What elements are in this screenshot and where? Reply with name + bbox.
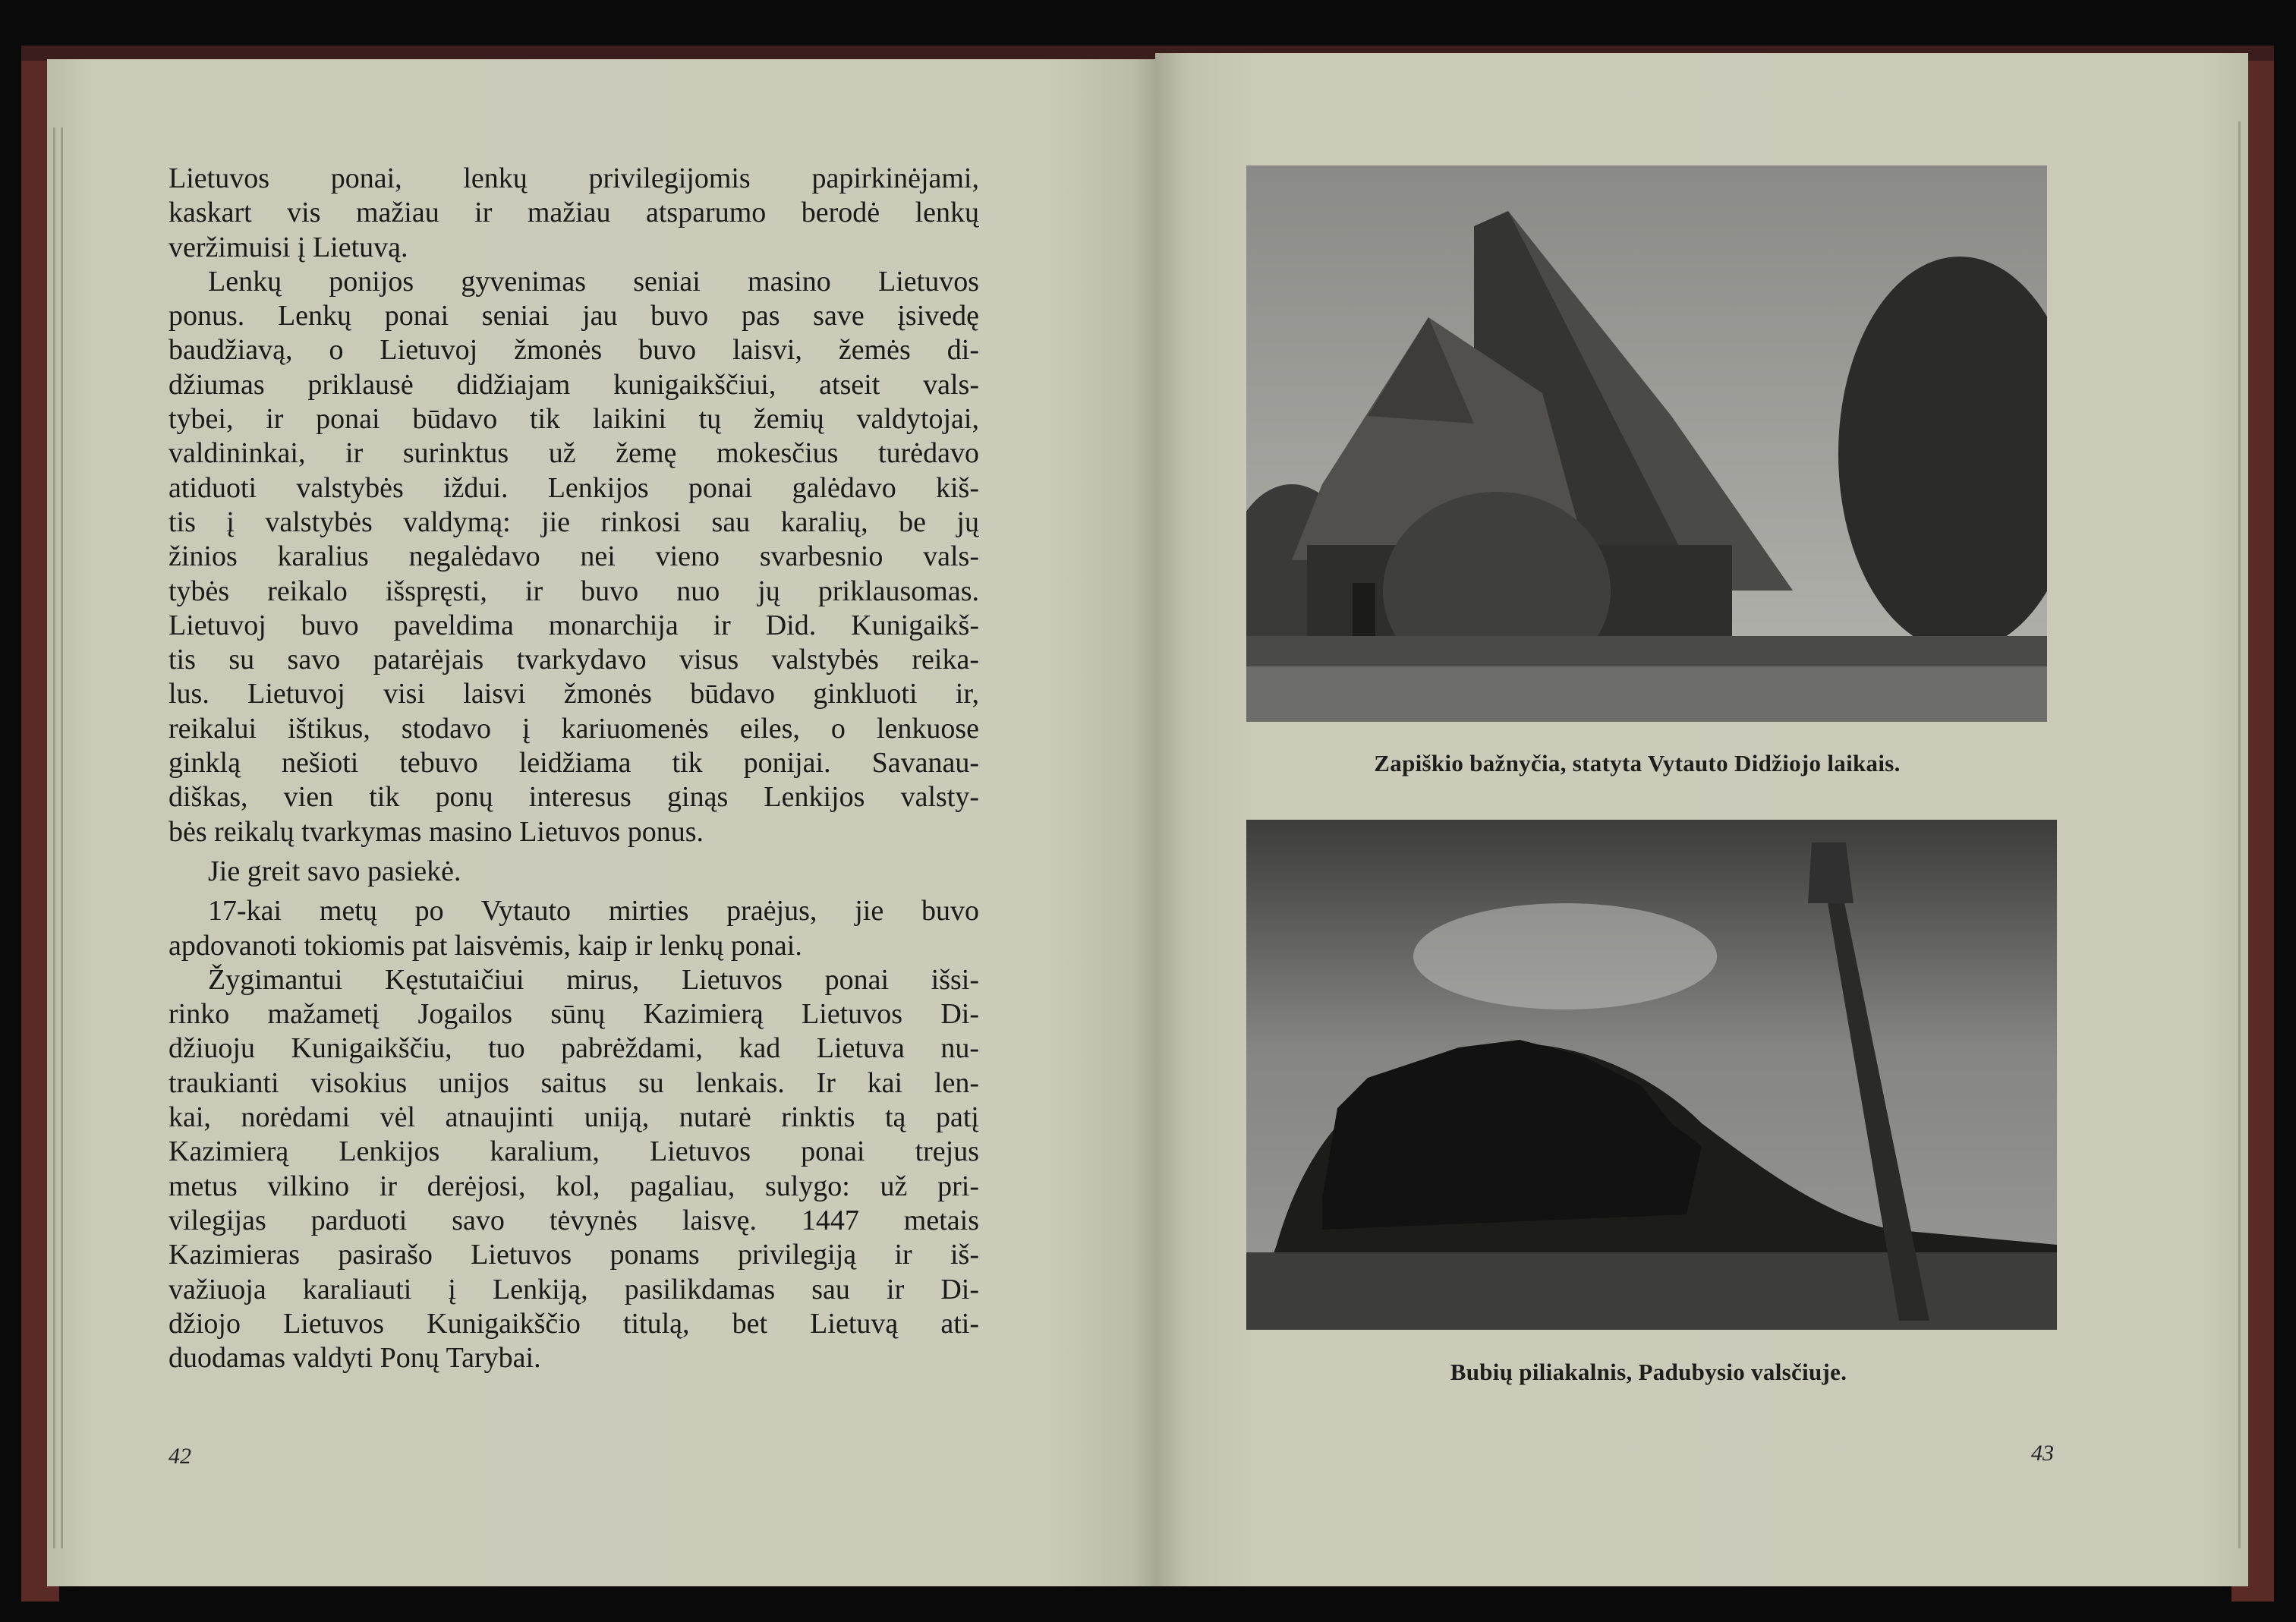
text-line: Lietuvos ponai, lenkų privilegijomis papirkinėjami, [168, 162, 979, 194]
text-line: Kazimierą Lenkijos karalium, Lietuvos ponai trejus [168, 1135, 979, 1168]
text-line: tis su savo patarėjais tvarkydavo visus valstybės reika- [168, 644, 979, 676]
text-line: tybės reikalo išspręsti, ir buvo nuo jų priklausomas. [168, 575, 979, 607]
page-edge [61, 128, 63, 1548]
church-photo-caption: Zapiškio bažnyčia, statyta Vytauto Didžiojo laikais. [1374, 750, 1901, 776]
text-line: vilegijas parduoti savo tėvynės laisvę. 1447 metais [168, 1204, 979, 1236]
text-line: tybei, ir ponai būdavo tik laikini tų žemių valdytojai, [168, 403, 979, 436]
body-text [168, 162, 979, 1375]
text-line: veržimuisi į Lietuvą. [168, 231, 408, 263]
text-line: Kazimieras pasirašo Lietuvos ponams privilegiją ir iš- [168, 1239, 979, 1271]
text-line: važiuoja karaliauti į Lenkiją, pasilikdamas sau ir Di- [168, 1273, 979, 1305]
text-line: traukianti visokius unijos saitus su lenkais. Ir kai len- [168, 1066, 979, 1099]
text-line: džiojo Lietuvos Kunigaikščio titulą, bet Lietuvą ati- [168, 1307, 979, 1340]
hillfort-photo [1246, 820, 2057, 1330]
text-line: duodamas valdyti Ponų Tarybai. [168, 1342, 541, 1375]
text-line: Lenkų ponijos gyvenimas seniai masino Lietuvos [208, 265, 979, 298]
text-line: kaskart vis mažiau ir mažiau atsparumo berodė lenkų [168, 197, 979, 229]
text-line: diškas, vien tik ponų interesus ginąs Lenkijos valsty- [168, 781, 979, 814]
text-line: džiumas priklausė didžiajam kunigaikščiui, atseit vals- [168, 368, 979, 401]
text-line: Jie greit savo pasiekė. [208, 855, 461, 887]
page-number-right: 43 [2031, 1441, 2054, 1466]
text-line: kai, norėdami vėl atnaujinti uniją, nutarė rinktis tą patį [168, 1101, 979, 1134]
text-line: lus. Lietuvoj visi laisvi žmonės būdavo ginkluoti ir, [168, 678, 979, 710]
text-line: ginklą nešioti tebuvo leidžiama tik ponijai. Savanau- [168, 747, 979, 780]
text-line: reikalui ištikus, stodavo į kariuomenės eiles, o lenkuose [168, 712, 979, 745]
church-photo [1246, 165, 2047, 722]
text-line: atiduoti valstybės iždui. Lenkijos ponai galėdavo kiš- [168, 471, 979, 504]
text-line: baudžiavą, o Lietuvoj žmonės buvo laisvi, žemės di- [168, 334, 979, 367]
text-line: 17-kai metų po Vytauto mirties praėjus, jie buvo [208, 895, 979, 928]
text-line: Lietuvoj buvo paveldima monarchija ir Did. Kunigaikš- [168, 609, 979, 641]
text-line: Žygimantui Kęstutaičiui mirus, Lietuvos ponai išsi- [208, 963, 979, 996]
text-line: apdovanoti tokiomis pat laisvėmis, kaip ir lenkų ponai. [168, 929, 802, 962]
text-line: metus vilkino ir derėjosi, kol, pagaliau, sulygo: už pri- [168, 1170, 979, 1202]
text-line: žinios karalius negalėdavo nei vieno svarbesnio vals- [168, 540, 979, 573]
page-edge [53, 128, 55, 1548]
page-edge [2238, 121, 2241, 1548]
page-number-left: 42 [168, 1444, 191, 1469]
text-line: bės reikalų tvarkymas masino Lietuvos ponus. [168, 815, 704, 848]
text-line: rinko mažametį Jogailos sūnų Kazimierą Lietuvos Di- [168, 998, 979, 1031]
text-line: džiuoju Kunigaikščiu, tuo pabrėždami, kad Lietuva nu- [168, 1032, 979, 1065]
hillfort-photo-caption: Bubių piliakalnis, Padubysio valsčiuje. [1450, 1359, 1847, 1385]
text-line: ponus. Lenkų ponai seniai jau buvo pas save įsivedę [168, 300, 979, 332]
text-line: valdininkai, ir surinktus už žemę mokesčius turėdavo [168, 437, 979, 470]
text-line: tis į valstybės valdymą: jie rinkosi sau karalių, be jų [168, 505, 979, 538]
